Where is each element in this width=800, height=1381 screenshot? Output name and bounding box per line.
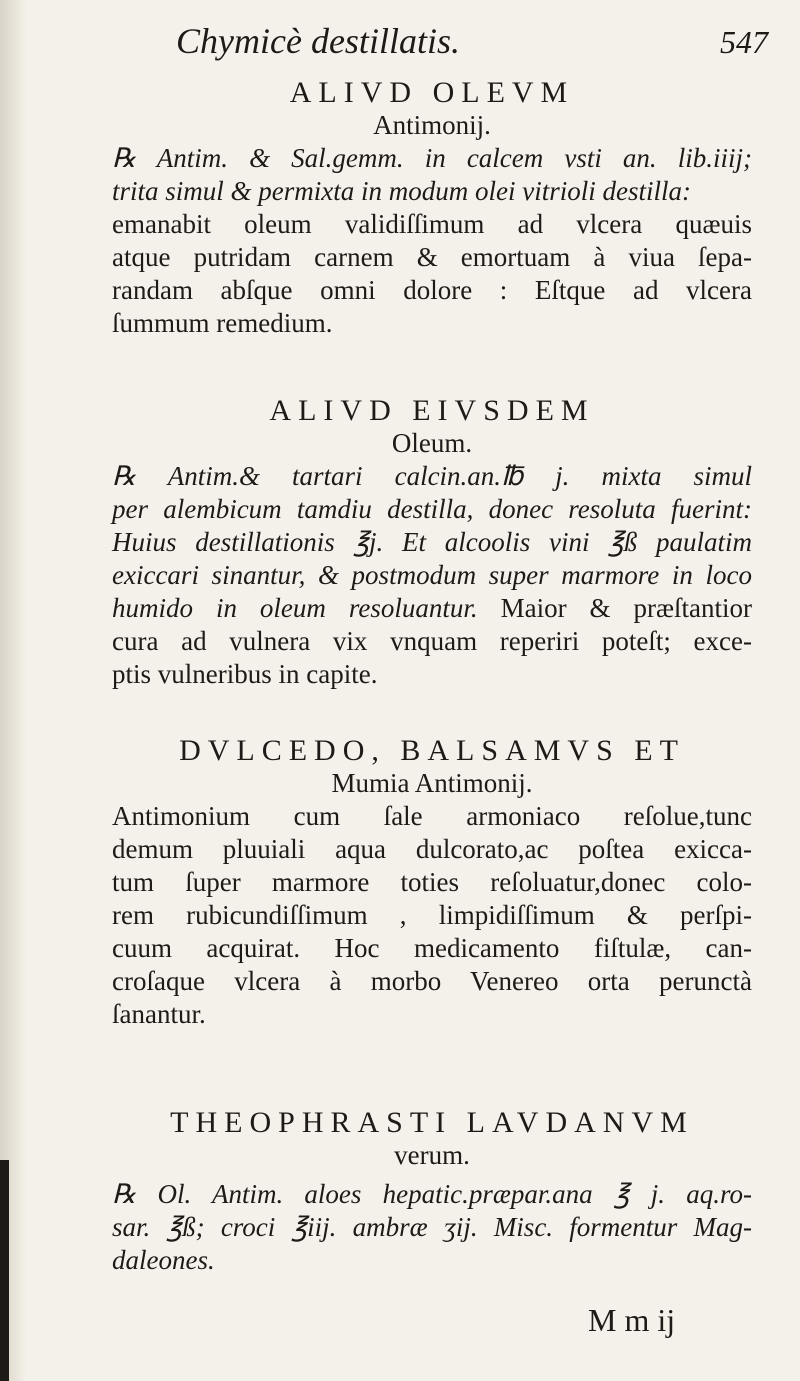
body-line: ptis vulneribus in capite. bbox=[112, 659, 378, 689]
section-dulcedo bbox=[112, 734, 752, 1031]
body-line: Antimonium cum ſale armoniaco reſolue,tunc bbox=[112, 801, 752, 831]
body-line: tum ſuper marmore toties reſoluatur,donec colo- bbox=[112, 867, 752, 897]
signature-mark: M m ij bbox=[588, 1302, 676, 1338]
recipe-line: humido in oleum resoluantur. bbox=[112, 593, 478, 623]
section-theophrasti bbox=[112, 1106, 752, 1277]
body-line: demum pluuiali aqua dulcorato,ac poſtea exicca- bbox=[112, 834, 752, 864]
recipe-line: sar. ℥ß; croci ℥iij. ambræ ʒij. Misc. formentur Mag- bbox=[112, 1212, 752, 1242]
body-line: croſaque vlcera à morbo Venereo orta perunctà bbox=[112, 966, 752, 996]
page-footer bbox=[0, 1302, 800, 1342]
body-line: randam abſque omni dolore : Eſtque ad vlcera bbox=[112, 275, 752, 305]
section-subtitle: verum. bbox=[394, 1140, 470, 1170]
recipe-line: ℞ Ol. Antim. aloes hepatic.præpar.ana ℥ j. aq.ro- bbox=[112, 1179, 752, 1209]
section-aliud-oleum bbox=[112, 76, 752, 340]
body-line: rem rubicundiſſimum , limpidiſſimum & perſpi- bbox=[112, 900, 752, 930]
page-number: 547 bbox=[720, 24, 768, 60]
recipe-line: exiccari sinantur, & postmodum super marmore in loco bbox=[112, 560, 752, 590]
body-line: ſanantur. bbox=[112, 999, 206, 1029]
page-header bbox=[0, 20, 800, 70]
body-line: cura ad vulnera vix vnquam reperiri poteſt; exce- bbox=[112, 626, 752, 656]
recipe-line: ℞ Antim. & Sal.gemm. in calcem vsti an. lib.iiij; bbox=[112, 143, 752, 173]
section-subtitle: Mumia Antimonij. bbox=[331, 768, 533, 798]
body-line: cuum acquirat. Hoc medicamento fiſtulæ, can- bbox=[112, 933, 752, 963]
section-aliud-eiusdem bbox=[112, 394, 752, 691]
body-line: emanabit oleum validiſſimum ad vlcera quæuis bbox=[112, 209, 752, 239]
section-subtitle: Oleum. bbox=[391, 428, 473, 458]
section-title: THEOPHRASTI LAVDANVM bbox=[170, 1106, 694, 1139]
recipe-line: daleones. bbox=[112, 1245, 215, 1275]
body-line: ſummum remedium. bbox=[112, 308, 333, 338]
section-subtitle: Antimonij. bbox=[373, 110, 491, 140]
recipe-line: per alembicum tamdiu destilla, donec resoluta fuerint: bbox=[112, 494, 752, 524]
running-title: Chymicè destillatis. bbox=[176, 21, 460, 61]
section-title: ALIVD EIVSDEM bbox=[269, 394, 595, 427]
binding-edge bbox=[0, 1160, 9, 1381]
section-title: ALIVD OLEVM bbox=[289, 76, 575, 109]
recipe-line: Huius destillationis ℥j. Et alcoolis vini ℥ß paulatim bbox=[112, 527, 752, 557]
body-line: atque putridam carnem & emortuam à viua ſepa- bbox=[112, 242, 752, 272]
recipe-and-body-line bbox=[112, 592, 752, 625]
body-line: Maior & præſtantior bbox=[500, 593, 753, 623]
recipe-line: ℞ Antim.& tartari calcin.an.℔ j. mixta simul bbox=[112, 461, 752, 491]
section-title: DVLCEDO, BALSAMVS ET bbox=[179, 734, 685, 767]
recipe-line: trita simul & permixta in modum olei vitrioli destilla: bbox=[112, 176, 691, 206]
